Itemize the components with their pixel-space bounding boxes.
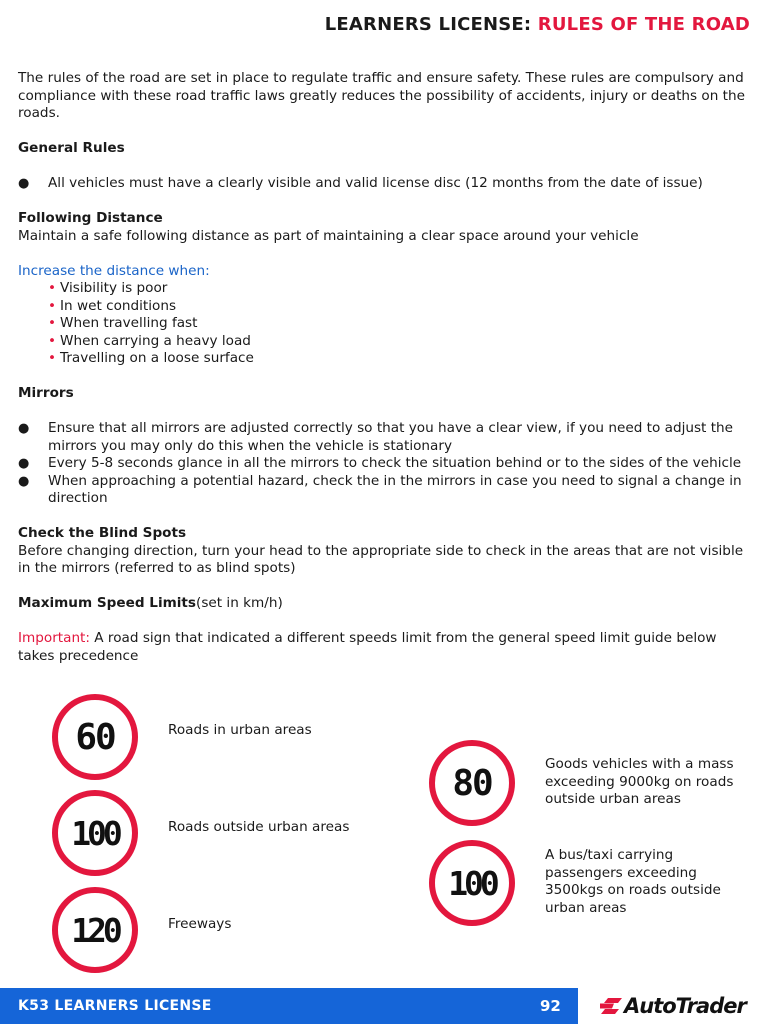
- blind-spots-text: Before changing direction, turn your head to the appropriate side to check in the areas that are not visible in the mirrors (referred to as blind spots): [18, 542, 744, 576]
- red-bullet-icon: •: [48, 297, 57, 314]
- important-label: Important:: [18, 630, 90, 646]
- red-bullet-icon: •: [48, 315, 57, 331]
- increase-item: • When carrying a heavy load: [48, 332, 251, 349]
- bullet-icon: ●: [18, 473, 30, 489]
- speed-sign-60-icon: 60: [52, 694, 138, 780]
- speed-sign-120-icon: 120: [52, 887, 138, 973]
- speed-limits-heading: Maximum Speed Limits: [18, 595, 197, 611]
- speed-sign-label: A bus/taxi carrying passengers exceeding 3500kgs on roads outside urban areas: [545, 847, 721, 916]
- increase-item: • In wet conditions: [48, 297, 177, 314]
- speed-sign-100-icon: 100: [429, 840, 515, 926]
- autotrader-logo: [600, 994, 746, 1018]
- increase-item: • When travelling fast: [48, 315, 198, 331]
- important-text: A road sign that indicated a different speeds limit from the general speed limit guide below takes precedence: [18, 630, 717, 664]
- red-bullet-icon: •: [48, 350, 57, 366]
- autotrader-logo-icon: [600, 998, 622, 1014]
- increase-item: • Visibility is poor: [48, 280, 168, 296]
- mirrors-heading: Mirrors: [18, 385, 74, 401]
- speed-limits-line: [18, 595, 750, 613]
- header-title-part2: RULES OF THE ROAD: [537, 14, 750, 35]
- speed-limits-suffix: (set in km/h): [196, 595, 283, 611]
- header-title-part1: LEARNERS LICENSE:: [324, 14, 532, 35]
- speed-sign-label: Roads in urban areas: [168, 722, 312, 738]
- blind-spots-heading: Check the Blind Spots: [18, 525, 187, 541]
- general-rule-item: ● All vehicles must have a clearly visible and valid license disc (12 months from the date of issue): [18, 175, 703, 191]
- speed-sign-100-icon: 100: [52, 790, 138, 876]
- page-number: 92: [540, 997, 561, 1015]
- speed-sign-80-icon: 80: [429, 740, 515, 826]
- red-bullet-icon: •: [48, 332, 57, 349]
- document-body: [18, 70, 750, 665]
- logo-text: AutoTrader: [624, 994, 746, 1018]
- mirrors-item: ● When approaching a potential hazard, check the in the mirrors in case you need to signal a change in direction: [18, 472, 742, 506]
- speed-sign-label: Roads outside urban areas: [168, 819, 350, 835]
- bullet-icon: ●: [18, 421, 30, 436]
- page-header: [325, 14, 750, 35]
- mirrors-item: ● Every 5-8 seconds glance in all the mirrors to check the situation behind or to the sides of the vehicle: [18, 455, 742, 471]
- bullet-icon: ●: [18, 176, 30, 191]
- speed-sign-label: Goods vehicles with a mass exceeding 9000kg on roads outside urban areas: [545, 756, 734, 807]
- intro-paragraph: The rules of the road are set in place to regulate traffic and ensure safety. These rules are compulsory and compliance with these road traffic laws greatly reduces the possibility of accidents, injury or deaths on the roads.: [18, 70, 745, 121]
- important-note: [18, 630, 750, 665]
- page-footer: [0, 988, 768, 1024]
- red-bullet-icon: •: [48, 280, 57, 296]
- mirrors-item: ● Ensure that all mirrors are adjusted correctly so that you have a clear view, if you need to adjust the mirrors you may only do this when the vehicle is stationary: [18, 420, 734, 454]
- speed-sign-label: Freeways: [168, 916, 232, 932]
- general-rules-heading: General Rules: [18, 140, 125, 156]
- increase-item: • Travelling on a loose surface: [48, 350, 254, 366]
- bullet-icon: ●: [18, 456, 30, 471]
- following-distance-text: Maintain a safe following distance as part of maintaining a clear space around your vehicle: [18, 227, 639, 244]
- following-distance-heading: Following Distance: [18, 210, 163, 226]
- increase-distance-label: Increase the distance when:: [18, 262, 210, 279]
- footer-title: K53 LEARNERS LICENSE: [18, 998, 212, 1014]
